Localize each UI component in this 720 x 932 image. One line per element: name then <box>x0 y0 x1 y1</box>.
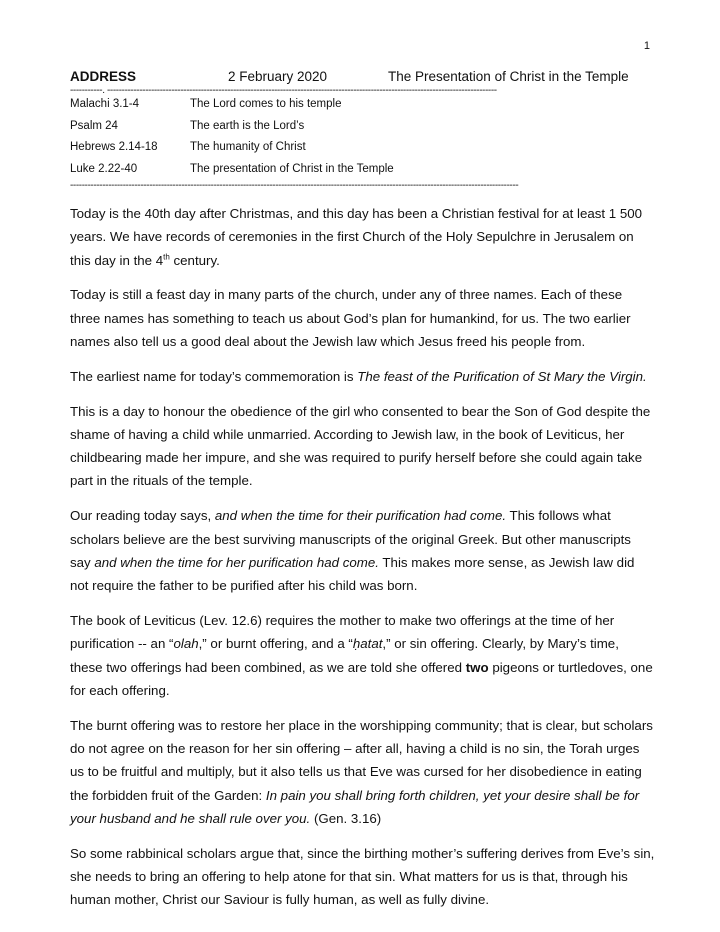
text: ,” or burnt offering, and a “ <box>198 636 353 652</box>
text: This makes more sense, as Jewish law did not require the father to be purified after his child was born. <box>70 554 635 594</box>
text: The burnt offering was to restore her place in the worshipping community; that is clear, but scholars do not agree on the reason for her sin offering – after all, having a child is no sin, the Torah urges us to be fruitful and multiply, but it also tells us that Eve was cursed for her disobedience in eating the forbidden fruit of the Garden: <box>70 717 653 803</box>
text: The book of Leviticus (Lev. 12.6) requires the mother to make two offerings at the time of her purification -- an “ <box>70 612 615 652</box>
reading-ref: Malachi 3.1-4 <box>70 98 140 110</box>
text: Today is the 40th day after Christmas, and this day has been a Christian festival for at least 1 500 years. We have records of ceremonies in the first Church of the Holy Sepulchre in Jerusalem on this day in the 4 <box>70 206 643 268</box>
reading-desc: The earth is the Lord’s <box>190 119 305 132</box>
reading-desc: The presentation of Christ in the Temple <box>190 162 394 175</box>
reading-row <box>70 141 394 163</box>
reading-row <box>70 98 394 120</box>
quote: and when the time for their purification had come. <box>214 508 507 524</box>
top-rule: -----------. ------------------------------------------------------------------------------------------------------------------------------------- <box>70 86 497 96</box>
text: Our reading today says, <box>70 508 215 524</box>
paragraph-5 <box>70 504 655 597</box>
paragraph-7 <box>70 714 655 830</box>
term: olah <box>173 636 199 652</box>
reading-desc: The humanity of Christ <box>190 141 306 153</box>
reading-desc: The Lord comes to his temple <box>190 98 342 110</box>
bottom-rule: --------------------------------------------------------------------------------------------------------------------------------------------------------- <box>70 181 519 191</box>
quote: and when the time for her purification had come. <box>94 554 379 570</box>
feast-name: The feast of the Purification of St Mary the Virgin. <box>357 368 647 384</box>
text: The earliest name for today’s commemoration is <box>70 368 358 384</box>
paragraph-8: So some rabbinical scholars argue that, since the birthing mother’s suffering derives from Eve’s sin, she needs to bring an offering to help atone for that sin. What matters for us is that, through his human mother, Christ our Saviour is fully human, as well as fully divine. <box>70 845 655 908</box>
superscript: th <box>163 252 170 262</box>
readings-list <box>70 98 394 184</box>
reading-ref: Hebrews 2.14-18 <box>70 141 158 153</box>
text: This follows what scholars believe are the best surviving manuscripts of the original Greek. But other manuscripts say <box>70 508 631 570</box>
paragraph-2: Today is still a feast day in many parts of the church, under any of three names. Each of these three names has something to teach us about God’s plan for humankind, for us. The two earlier names also tell us a good deal about the Jewish law which Jesus freed his people from. <box>70 287 631 349</box>
emphasis: two <box>465 659 489 675</box>
header-date: 2 February 2020 <box>228 69 328 84</box>
paragraph-3 <box>70 365 655 388</box>
reading-ref: Luke 2.22-40 <box>70 162 138 175</box>
reading-row <box>70 120 394 142</box>
text: (Gen. 3.16) <box>310 810 382 826</box>
paragraph-4: This is a day to honour the obedience of the girl who consented to bear the Son of God despite the shame of having a child while unmarried. According to Jewish law, in the book of Leviticus, her childbearing made her impure, and she was required to purify herself before she could again take part in the rituals of the temple. <box>70 403 651 489</box>
term: ḥatat <box>352 636 383 652</box>
text: pigeons or turtledoves, one for each offering. <box>70 659 653 698</box>
quote: In pain you shall bring forth children, yet your desire shall be for your husband and he shall rule over you. <box>70 787 640 826</box>
sermon-body <box>70 202 655 923</box>
paragraph-1 <box>70 202 655 272</box>
reading-ref: Psalm 24 <box>70 119 118 132</box>
paragraph-6 <box>70 609 655 702</box>
page-number: 1 <box>643 40 650 52</box>
address-label: ADDRESS <box>70 69 137 84</box>
header-title: The Presentation of Christ in the Temple <box>388 69 629 84</box>
text: century. <box>169 252 220 268</box>
text: ,” or sin offering. Clearly, by Mary’s time, these two offerings had been combined, as we are told she offered <box>70 636 619 675</box>
